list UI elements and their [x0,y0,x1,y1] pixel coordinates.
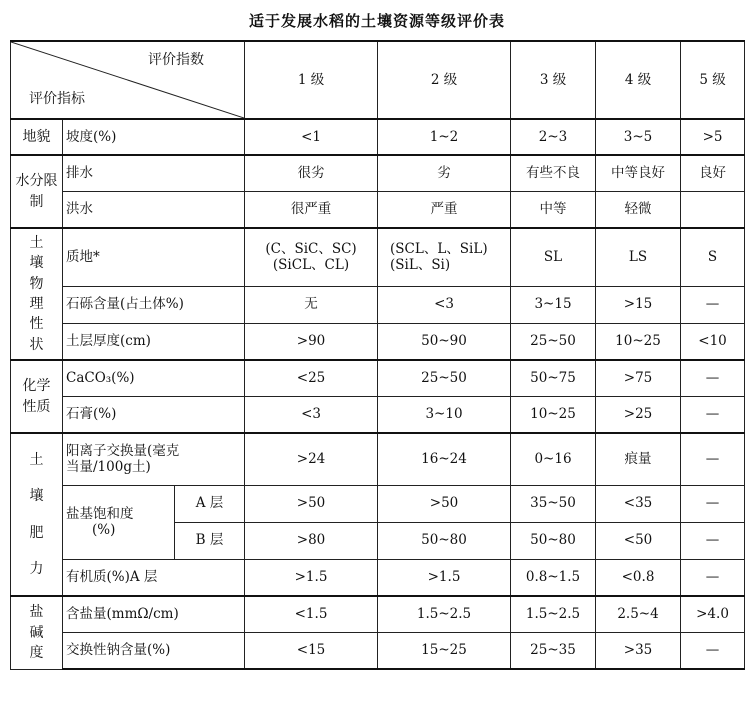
value-cell: >80 [245,522,378,559]
value-cell: 严重 [378,191,511,228]
grade-header: 2 级 [378,41,511,119]
table-row [11,632,745,669]
table-row [11,396,745,433]
indicator-cell: 土层厚度(cm) [63,323,245,360]
category-cell: 水分限制 [11,155,63,228]
value-cell: 2~3 [511,119,596,155]
layer-cell: A 层 [175,485,245,522]
indicator-line: 当量/100g土) [66,459,151,476]
value-cell: >4.0 [681,596,745,632]
value-cell: 1~2 [378,119,511,155]
value-cell: 劣 [378,155,511,191]
value-cell: <0.8 [596,559,681,596]
table-row [11,228,745,286]
value-cell: — [681,396,745,433]
value-cell: 3~5 [596,119,681,155]
indicator-cell [63,485,175,559]
indicator-cell: 有机质(%)A 层 [63,559,245,596]
value-cell: LS [596,228,681,286]
value-cell: — [681,433,745,485]
indicator-cell: CaCO₃(%) [63,360,245,396]
grade-header: 4 级 [596,41,681,119]
layer-cell: B 层 [175,522,245,559]
value-cell: <1.5 [245,596,378,632]
value-cell [378,228,511,286]
value-cell: <1 [245,119,378,155]
value-cell: S [681,228,745,286]
value-cell: <3 [378,286,511,323]
value-cell: >24 [245,433,378,485]
indicator-cell: 石膏(%) [63,396,245,433]
value-line: (SiL、Si) [390,257,451,274]
value-cell [681,191,745,228]
value-cell: 3~15 [511,286,596,323]
indicator-line: (%) [92,522,116,538]
value-cell: 0~16 [511,433,596,485]
grade-header: 5 级 [681,41,745,119]
value-cell: 0.8~1.5 [511,559,596,596]
indicator-cell: 交换性钠含量(%) [63,632,245,669]
indicator-cell: 排水 [63,155,245,191]
value-cell: 有些不良 [511,155,596,191]
value-cell: <10 [681,323,745,360]
category-cell: 土壤物理性状 [11,228,63,360]
value-cell: >25 [596,396,681,433]
value-cell: >50 [245,485,378,522]
value-line: (SCL、L、SiL) [390,241,488,258]
value-cell: >1.5 [245,559,378,596]
value-cell: — [681,559,745,596]
header-row [11,41,745,119]
category-cell: 地貌 [11,119,63,155]
corner-bottom-label: 评价指标 [29,91,85,108]
value-cell: 50~90 [378,323,511,360]
value-line: (SiCL、CL) [272,257,350,274]
grade-header: 3 级 [511,41,596,119]
value-cell: 25~50 [511,323,596,360]
indicator-cell: 洪水 [63,191,245,228]
value-cell: <15 [245,632,378,669]
grade-header: 1 级 [245,41,378,119]
value-cell: 35~50 [511,485,596,522]
value-cell: 痕量 [596,433,681,485]
table-row [11,433,745,485]
value-cell: — [681,485,745,522]
value-cell: 很劣 [245,155,378,191]
value-cell: >35 [596,632,681,669]
value-cell: — [681,522,745,559]
value-cell: <3 [245,396,378,433]
value-cell: 16~24 [378,433,511,485]
table-row [11,191,745,228]
indicator-cell [63,433,245,485]
value-cell: — [681,360,745,396]
value-cell: 良好 [681,155,745,191]
corner-header-cell [11,41,245,119]
value-cell: <50 [596,522,681,559]
value-cell: — [681,286,745,323]
table-row [11,286,745,323]
category-cell: 土壤肥力 [11,433,63,596]
value-cell [245,228,378,286]
value-cell: >75 [596,360,681,396]
value-cell: 中等良好 [596,155,681,191]
value-cell: — [681,632,745,669]
value-cell: 25~50 [378,360,511,396]
value-cell: <25 [245,360,378,396]
value-cell: 50~80 [511,522,596,559]
value-cell: 50~75 [511,360,596,396]
value-cell: 轻微 [596,191,681,228]
value-cell: 15~25 [378,632,511,669]
value-line: (C、SiC、SC) [265,241,357,258]
value-cell: 1.5~2.5 [511,596,596,632]
table-row [11,323,745,360]
category-cell: 盐碱度 [11,596,63,669]
indicator-line: 阳离子交换量(毫克 [66,443,180,460]
table-row [11,559,745,596]
table-row [11,360,745,396]
value-cell: 2.5~4 [596,596,681,632]
value-cell: 很严重 [245,191,378,228]
value-cell: 中等 [511,191,596,228]
value-cell: 3~10 [378,396,511,433]
table-row [11,485,745,522]
value-cell: 10~25 [511,396,596,433]
value-cell: 50~80 [378,522,511,559]
indicator-cell: 质地* [63,228,245,286]
value-cell: 10~25 [596,323,681,360]
value-cell: >5 [681,119,745,155]
value-cell: <35 [596,485,681,522]
value-cell: >50 [378,485,511,522]
table-row [11,155,745,191]
value-cell: >15 [596,286,681,323]
corner-top-label: 评价指数 [148,52,205,68]
category-cell: 化学性质 [11,360,63,433]
value-cell: >90 [245,323,378,360]
table-row [11,119,745,155]
evaluation-table [10,40,745,670]
indicator-line: 盐基饱和度 [66,505,134,522]
value-cell: SL [511,228,596,286]
value-cell: 1.5~2.5 [378,596,511,632]
indicator-cell: 含盐量(mmΩ/cm) [63,596,245,632]
value-cell: 无 [245,286,378,323]
table-row [11,596,745,632]
indicator-cell: 石砾含量(占土体%) [63,286,245,323]
indicator-cell: 坡度(%) [63,119,245,155]
value-cell: 25~35 [511,632,596,669]
page-title: 适于发展水稻的土壤资源等级评价表 [248,12,505,30]
value-cell: >1.5 [378,559,511,596]
